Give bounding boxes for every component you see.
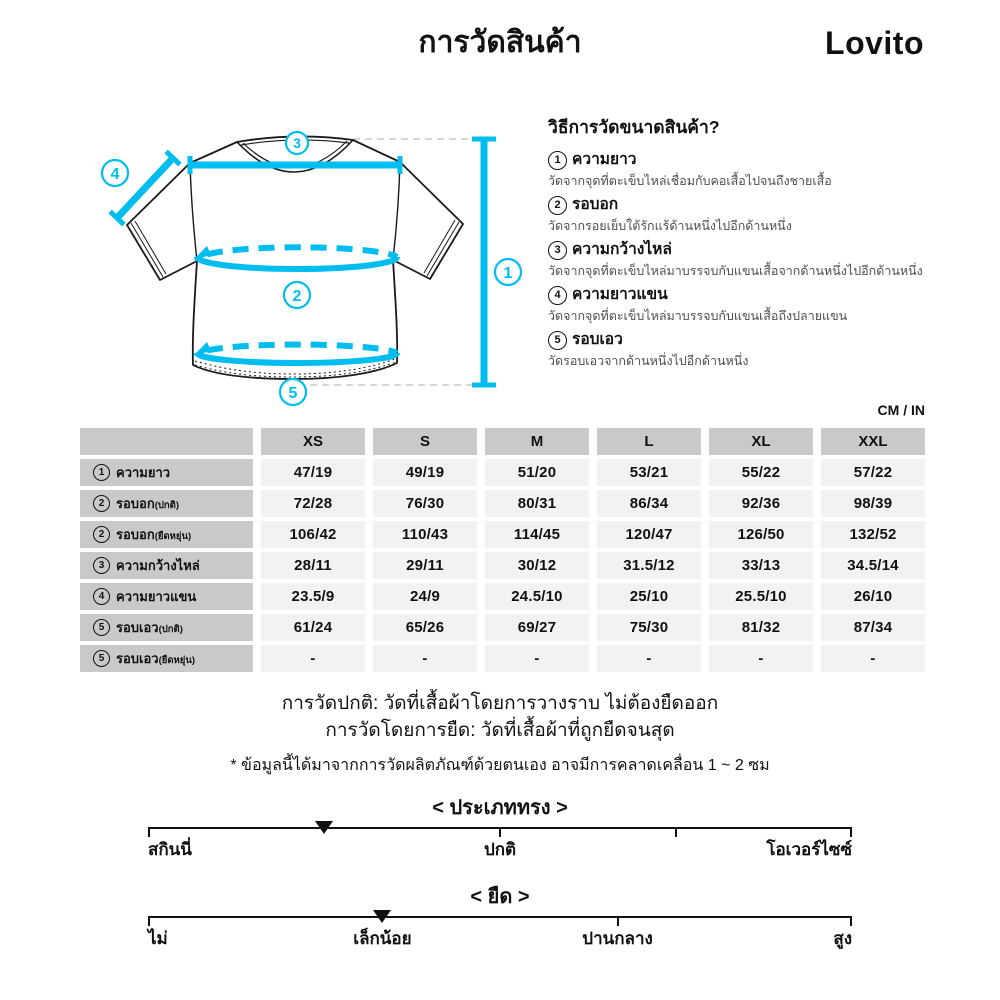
table-cell: 34.5/14 [821, 552, 925, 579]
table-cell: 126/50 [709, 521, 813, 548]
instruction-title: ความกว้างไหล่ [572, 241, 672, 258]
circled-number-2: 2 [548, 196, 567, 215]
table-cell: 81/32 [709, 614, 813, 641]
table-cell: 98/39 [821, 490, 925, 517]
row-circled-number: 1 [93, 464, 110, 481]
table-cell: 31.5/12 [597, 552, 701, 579]
row-label-text: รอบอก(ปกติ) [116, 496, 180, 511]
size-header-xxl: XXL [821, 428, 925, 455]
instruction-desc-1: วัดจากจุดที่ตะเข็บไหล่เชื่อมกับคอเสื้อไปจนถึงชายเสื้อ [548, 174, 832, 188]
table-cell: 25.5/10 [709, 583, 813, 610]
table-cell: 72/28 [261, 490, 365, 517]
table-cell: 76/30 [373, 490, 477, 517]
tshirt-measurement-diagram [95, 113, 530, 408]
table-cell: 106/42 [261, 521, 365, 548]
instruction-label-3 [548, 239, 976, 261]
circled-number-1: 1 [548, 151, 567, 170]
tick [850, 916, 852, 926]
instruction-label-2 [548, 194, 976, 216]
table-cell: 51/20 [485, 459, 589, 486]
scale-label-skinny: สกินนี่ [148, 840, 192, 859]
size-header-xs: XS [261, 428, 365, 455]
table-cell: 61/24 [261, 614, 365, 641]
table-cell: 23.5/9 [261, 583, 365, 610]
table-cell: - [261, 645, 365, 672]
table-cell: 87/34 [821, 614, 925, 641]
table-cell: 57/22 [821, 459, 925, 486]
size-header-m: M [485, 428, 589, 455]
row-circled-number: 3 [93, 557, 110, 574]
instruction-label-1 [548, 149, 976, 171]
callout-3: 3 [293, 135, 301, 151]
table-cell: 110/43 [373, 521, 477, 548]
fit-type-marker [315, 821, 333, 834]
table-cell: - [709, 645, 813, 672]
table-cell: 80/31 [485, 490, 589, 517]
row-label [80, 490, 253, 517]
row-label-text: รอบเอว(ปกติ) [116, 620, 183, 635]
tick [148, 916, 150, 926]
measurement-notes [0, 690, 1000, 778]
scale-label-medium: ปานกลาง [582, 929, 653, 948]
table-cell: 114/45 [485, 521, 589, 548]
table-cell: - [373, 645, 477, 672]
instruction-desc-3: วัดจากจุดที่ตะเข็บไหล่มาบรรจบกับแขนเสื้อจากด้านหนึ่งไปอีกด้านหนึ่ง [548, 264, 923, 278]
instruction-desc-2: วัดจากรอยเย็บใต้รักแร้ด้านหนึ่งไปอีกด้านหนึ่ง [548, 219, 792, 233]
instruction-title: ความยาวแขน [572, 286, 668, 303]
table-corner-cell [80, 428, 253, 455]
row-circled-number: 5 [93, 619, 110, 636]
scale-label-slight: เล็กน้อย [353, 929, 412, 948]
table-cell: 25/10 [597, 583, 701, 610]
row-label [80, 459, 253, 486]
unit-label: CM / IN [877, 402, 925, 418]
instruction-title: รอบเอว [572, 331, 623, 348]
row-label-text: ความยาวแขน [116, 589, 197, 604]
row-label [80, 521, 253, 548]
row-label-text: รอบเอว(ยืดหยุ่น) [116, 651, 195, 666]
scale-label-regular: ปกติ [483, 840, 517, 859]
table-cell: 33/13 [709, 552, 813, 579]
row-label [80, 614, 253, 641]
table-cell: 29/11 [373, 552, 477, 579]
callout-2: 2 [292, 288, 302, 305]
circled-number-4: 4 [548, 286, 567, 305]
table-cell: 86/34 [597, 490, 701, 517]
table-cell: 75/30 [597, 614, 701, 641]
instruction-desc-4: วัดจากจุดที่ตะเข็บไหล่มาบรรจบกับแขนเสื้อถึงปลายแขน [548, 309, 848, 323]
note-stretch: การวัดโดยการยืด: วัดที่เสื้อผ้าที่ถูกยืดจนสุด [325, 720, 675, 741]
brand-logo: Lovito [825, 25, 924, 61]
table-cell: 28/11 [261, 552, 365, 579]
scale-label-oversize: โอเวอร์ไซซ์ [766, 840, 852, 859]
disclaimer: * ข้อมูลนี้ได้มาจากการวัดผลิตภัณฑ์ด้วยตนเอง อาจมีการคลาดเคลื่อน 1 ~ 2 ซม [230, 757, 770, 774]
table-cell: 53/21 [597, 459, 701, 486]
size-header-s: S [373, 428, 477, 455]
note-normal: การวัดปกติ: วัดที่เสื้อผ้าโดยการวางราบ ไม่ต้องยืดออก [281, 693, 719, 714]
stretch-track [148, 916, 852, 918]
table-cell: - [485, 645, 589, 672]
table-cell: 47/19 [261, 459, 365, 486]
table-cell: 69/27 [485, 614, 589, 641]
tick [675, 827, 677, 837]
table-cell: 24/9 [373, 583, 477, 610]
table-cell: - [597, 645, 701, 672]
row-circled-number: 2 [93, 526, 110, 543]
table-cell: 92/36 [709, 490, 813, 517]
instruction-title: ความยาว [572, 151, 637, 168]
table-cell: - [821, 645, 925, 672]
measure-instructions [548, 114, 976, 374]
instruction-label-4 [548, 284, 976, 306]
table-cell: 55/22 [709, 459, 813, 486]
tick [499, 827, 501, 837]
table-cell: 26/10 [821, 583, 925, 610]
table-cell: 49/19 [373, 459, 477, 486]
circled-number-5: 5 [548, 331, 567, 350]
row-label-text: รอบอก(ยืดหยุ่น) [116, 527, 192, 542]
stretch-scale [148, 884, 852, 964]
row-circled-number: 2 [93, 495, 110, 512]
callout-4: 4 [110, 166, 120, 183]
row-label [80, 552, 253, 579]
stretch-title: < ยืด > [470, 886, 530, 908]
scale-label-high: สูง [833, 929, 852, 948]
fit-type-title: < ประเภททรง > [432, 797, 568, 819]
page-title: การวัดสินค้า [418, 26, 582, 59]
circled-number-3: 3 [548, 241, 567, 260]
table-cell: 120/47 [597, 521, 701, 548]
table-cell: 30/12 [485, 552, 589, 579]
instruction-desc-5: วัดรอบเอวจากด้านหนึ่งไปอีกด้านหนึ่ง [548, 354, 749, 368]
tick [850, 827, 852, 837]
row-label-text: ความกว้างไหล่ [116, 558, 200, 573]
row-label [80, 645, 253, 672]
table-cell: 24.5/10 [485, 583, 589, 610]
instructions-heading: วิธีการวัดขนาดสินค้า? [548, 117, 720, 137]
callout-5: 5 [288, 385, 298, 402]
stretch-marker [373, 910, 391, 923]
row-label [80, 583, 253, 610]
instruction-label-5 [548, 329, 976, 351]
row-circled-number: 5 [93, 650, 110, 667]
row-circled-number: 4 [93, 588, 110, 605]
scale-label-none: ไม่ [148, 929, 168, 948]
table-cell: 132/52 [821, 521, 925, 548]
size-table [80, 428, 925, 672]
size-header-l: L [597, 428, 701, 455]
table-cell: 65/26 [373, 614, 477, 641]
tick [617, 916, 619, 926]
size-header-xl: XL [709, 428, 813, 455]
instruction-title: รอบอก [572, 196, 619, 213]
row-label-text: ความยาว [116, 465, 171, 480]
tick [148, 827, 150, 837]
fit-type-scale [148, 795, 852, 875]
callout-1: 1 [503, 265, 513, 282]
